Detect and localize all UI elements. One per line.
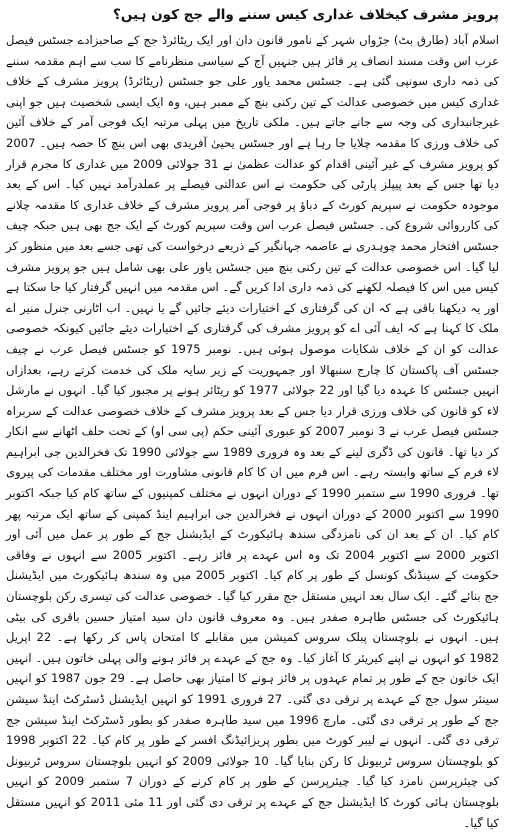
article-body: اسلام آباد (طارق بٹ) جڑواں شہر کے نامور قانون دان اور ایک ریٹائرڈ جج کے صاحبزادے جسٹس فیصل عرب اس وقت مسند انصاف پر فائز ہیں جنہیں آج کے سیاسی منظرنامے کا سب سے اہم مقدمہ سننے کی ذمہ داری سونپی گئی ہے۔ جسٹس محمد یاور علی جو جسٹس (ریٹائرڈ) پرویز مشرف کے خلاف غداری کیس میں خصوصی عدالت کے تین رکنی بنچ کے ممبر ہیں، وہ ایک ایسی شخصیت ہیں جو اپنی غیرجانبداری کی وجہ سے جانے جاتے ہیں۔ ملکی تاریخ میں پہلی مرتبہ ایک فوجی آمر کے خلاف آئین کی خلاف ورزی کا مقدمہ چلایا جا رہا ہے اور جسٹس یحییٰ آفریدی بھی اس بنچ کا حصہ ہیں۔ 2007 کو پرویز مشرف کے غیر آئینی اقدام کو عدالت عظمیٰ نے 31 جولائی 2009 میں غداری کا مجرم قرار دیا تھا جس کے بعد پیپلز پارٹی کی حکومت نے اس عدالتی فیصلے پر عملدرآمد نہیں کیا۔ اس کے بعد موجودہ حکومت نے سپریم کورٹ کے دباؤ پر فوجی آمر پرویز مشرف کے خلاف غداری کا مقدمہ چلانے کی کارروائی شروع کی۔ جسٹس فیصل عرب اس وقت سپریم کورٹ کے ایک جج بھی ہیں جبکہ چیف جسٹس افتخار محمد چوہدری نے عاصمہ جہانگیر کے ذریعے درخواست کی تھی جسے بعد میں منظور کر لیا گیا۔ اس خصوصی عدالت کے تین رکنی بنچ میں جسٹس یاور علی بھی شامل ہیں جو پرویز مشرف کیس میں اس کا فیصلہ لکھنے کی ذمہ داری ادا کریں گے۔ اس مقدمہ میں انہیں گرفتار کیا جا سکتا ہے اور یہ دیکھنا باقی ہے کہ ان کی گرفتاری کے اختیارات دیئے جائیں گے یا نہیں۔ اب اٹارنی جنرل منیر اے ملک کا کہنا ہے کہ ایف آئی اے کو پرویز مشرف کی گرفتاری کے اختیارات دیئے جائیں کیونکہ خصوصی عدالت کو ان کے خلاف شکایات موصول ہوئی ہیں۔ نومبر 1975 کو جسٹس فیصل عرب نے چیف جسٹس آف پاکستان کا چارج سنبھالا اور جمہوریت کے زیر سایہ ملک کی خدمت کرتے رہے، بعدازاں انہیں جسٹس کا عہدہ دیا گیا اور 22 جولائی 1977 کو ریٹائر ہونے پر مجبور کیا گیا۔ انہوں نے مارشل لاء کو قانون کی خلاف ورزی قرار دیا جس کے بعد پرویز مشرف کے خلاف خصوصی عدالت کے سربراہ جسٹس فیصل عرب نے 3 نومبر 2007 کو عبوری آئینی حکم (پی سی او) کے تحت حلف اٹھانے سے انکار کر دیا تھا۔ قانون کی ڈگری لینے کے بعد وہ فروری 1989 سے جولائی 1990 تک فخرالدین جی ابراہیم لاء فرم کے ساتھ وابستہ رہے۔ اس فرم میں ان کا کام قانونی مشاورت اور مختلف مقدمات کی پیروی تھا۔ فروری 1990 سے ستمبر 1990 کے دوران انہوں نے مختلف کمپنیوں کے ساتھ کام کیا جبکہ اکتوبر 1990 سے اکتوبر 2000 کے دوران انہوں نے فخرالدین جی ابراہیم اینڈ کمپنی کے ساتھ ایک مرتبہ پھر کام کیا۔ ان کے بعد ان کی نامزدگی سندھ ہائیکورٹ کے ایڈیشنل جج کے طور پر عمل میں آئی اور اکتوبر 2000 سے اکتوبر 2004 تک وہ اس عہدے پر فائز رہے۔ اکتوبر 2005 سے انہوں نے وفاقی حکومت کے سینڈنگ کونسل کے طور پر کام کیا۔ اکتوبر 2005 میں وہ سندھ ہائیکورٹ میں ایڈیشنل جج بنائے گئے۔ ایک سال بعد انہیں مستقل جج مقرر کیا گیا۔ خصوصی عدالت کی تیسری رکن بلوچستان ہائیکورٹ کی جسٹس طاہرہ صفدر ہیں۔ وہ معروف قانون دان سید امتیاز حسین باقری کی بیٹی ہیں۔ انہوں نے بلوچستان پبلک سروس کمیشن میں مقابلے کا امتحان پاس کر رکھا ہے۔ 22 اپریل 1982 کو انہوں نے اپنے کیریئر کا آغاز کیا۔ وہ جج کے عہدے پر فائز ہونے والی پہلی خاتون ہیں۔ انہیں ایک خاتون جج کے طور پر تمام عہدوں پر فائز ہونے کا امتیاز بھی حاصل ہے۔ 29 جون 1987 کو انہیں سینئر سول جج کے عہدے پر ترقی دی گئی۔ 27 فروری 1991 کو انہیں ایڈیشنل ڈسٹرکٹ اینڈ سیشن جج کے طور پر ترقی دی گئی۔ مارچ 1996 میں سید طاہرہ صفدر کو بطور ڈسٹرکٹ اینڈ سیشن جج ترقی دی گئی۔ انہوں نے لیبر کورٹ میں بطور پریزائیڈنگ افسر کے طور پر کام کیا۔ 22 اکتوبر 1998 کو بلوچستان سروس ٹربیونل کا رکن بنایا گیا۔ 10 جولائی 2009 کو انہیں بلوچستان سروس ٹربیونل کی چیئرپرسن نامزد کیا گیا۔ چیئرپرسن کے طور پر کام کرنے کے دوران 7 ستمبر 2009 کو انہیں بلوچستان ہائی کورٹ کا ایڈیشنل جج کے عہدے پر ترقی دی گئی اور 11 مئی 2011 کو انہیں مستقل کیا گیا۔ [6, 33, 500, 830]
news-article [6, 4, 500, 830]
article-headline: پرویز مشرف کیخلاف غداری کیس سننے والے جج کون ہیں؟ [113, 7, 499, 23]
